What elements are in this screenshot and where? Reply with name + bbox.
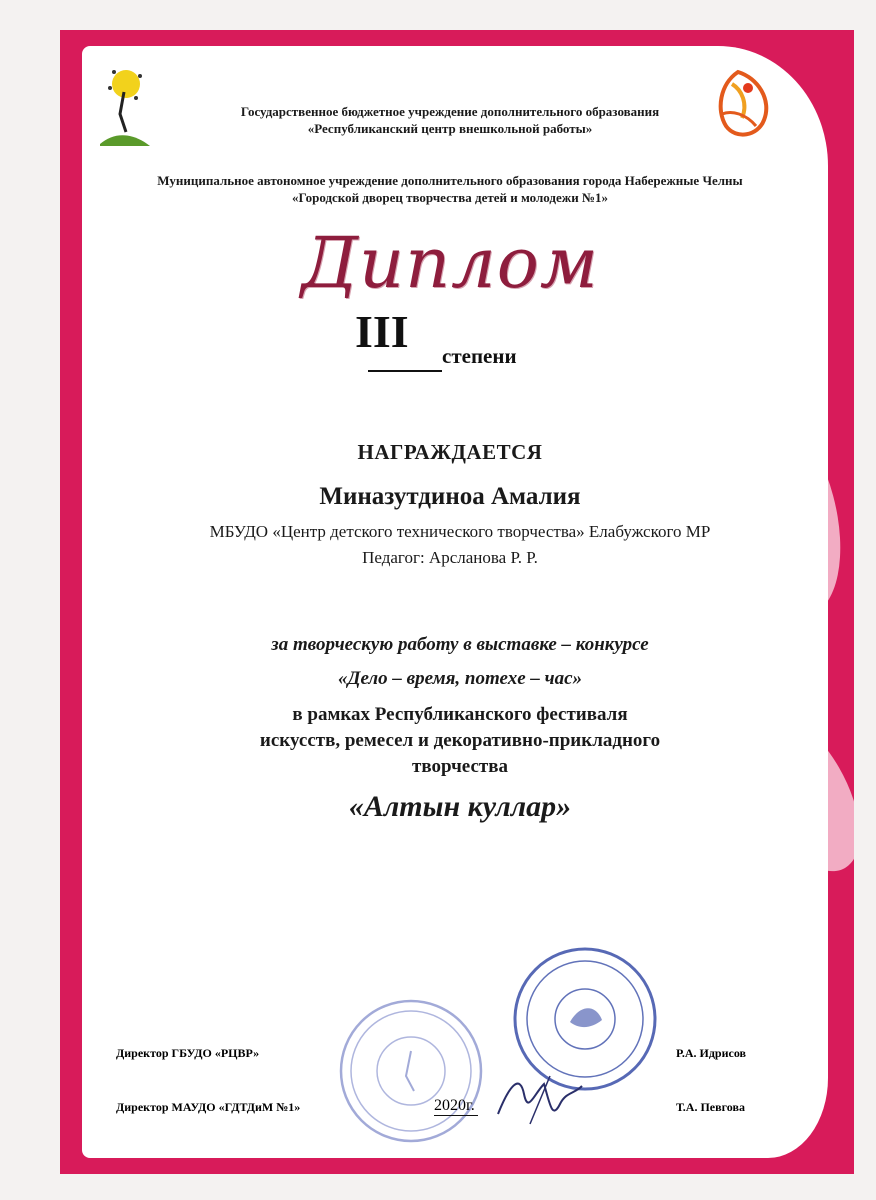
reason-line-1: за творческую работу в выставке – конкурсе [271, 634, 649, 655]
reason-line-5: творчества [412, 756, 508, 777]
year-underline [434, 1115, 478, 1116]
director-2-label: Директор МАУДО «ГДТДиМ №1» [116, 1100, 301, 1114]
handwritten-signature [490, 1064, 590, 1134]
awarded-label: НАГРАЖДАЕТСЯ [357, 440, 543, 464]
director-1-name: Р.А. Идрисов [676, 1046, 746, 1060]
degree-underline [368, 370, 442, 372]
rcvr-logo [96, 62, 152, 156]
director-1-label: Директор ГБУДО «РЦВР» [116, 1046, 260, 1060]
festival-name: «Алтын куллар» [348, 790, 572, 823]
reason-line-3: в рамках Республиканского фестиваля [292, 704, 628, 725]
diploma-title: Диплом [301, 222, 599, 304]
reason-line-4: искусств, ремесел и декоративно-прикладного [259, 730, 661, 751]
recipient-name: Миназутдиноа Амалия [319, 483, 581, 510]
org-line-4: «Городской дворец творчества детей и молодежи №1» [291, 190, 609, 205]
teacher-name: Педагог: Арсланова Р. Р. [362, 548, 538, 567]
org-line-2: «Республиканский центр внешкольной работы» [307, 121, 593, 136]
gdtdim-stamp [336, 996, 486, 1146]
recipient-institution: МБУДО «Центр детского технического творчества» Елабужского МР [209, 522, 711, 541]
reason-line-2: «Дело – время, потехе – час» [337, 668, 583, 689]
org-line-3: Муниципальное автономное учреждение дополнительного образования города Набережные Челны [157, 173, 743, 188]
degree-number: III [355, 306, 409, 357]
degree-word: степени [442, 344, 517, 368]
director-2-name: Т.А. Певгова [676, 1100, 745, 1114]
diploma-year: 2020г. [434, 1097, 475, 1114]
org-line-1: Государственное бюджетное учреждение дополнительного образования [240, 104, 660, 119]
gdtdim-logo [702, 64, 774, 144]
diploma-paper [82, 46, 828, 1158]
